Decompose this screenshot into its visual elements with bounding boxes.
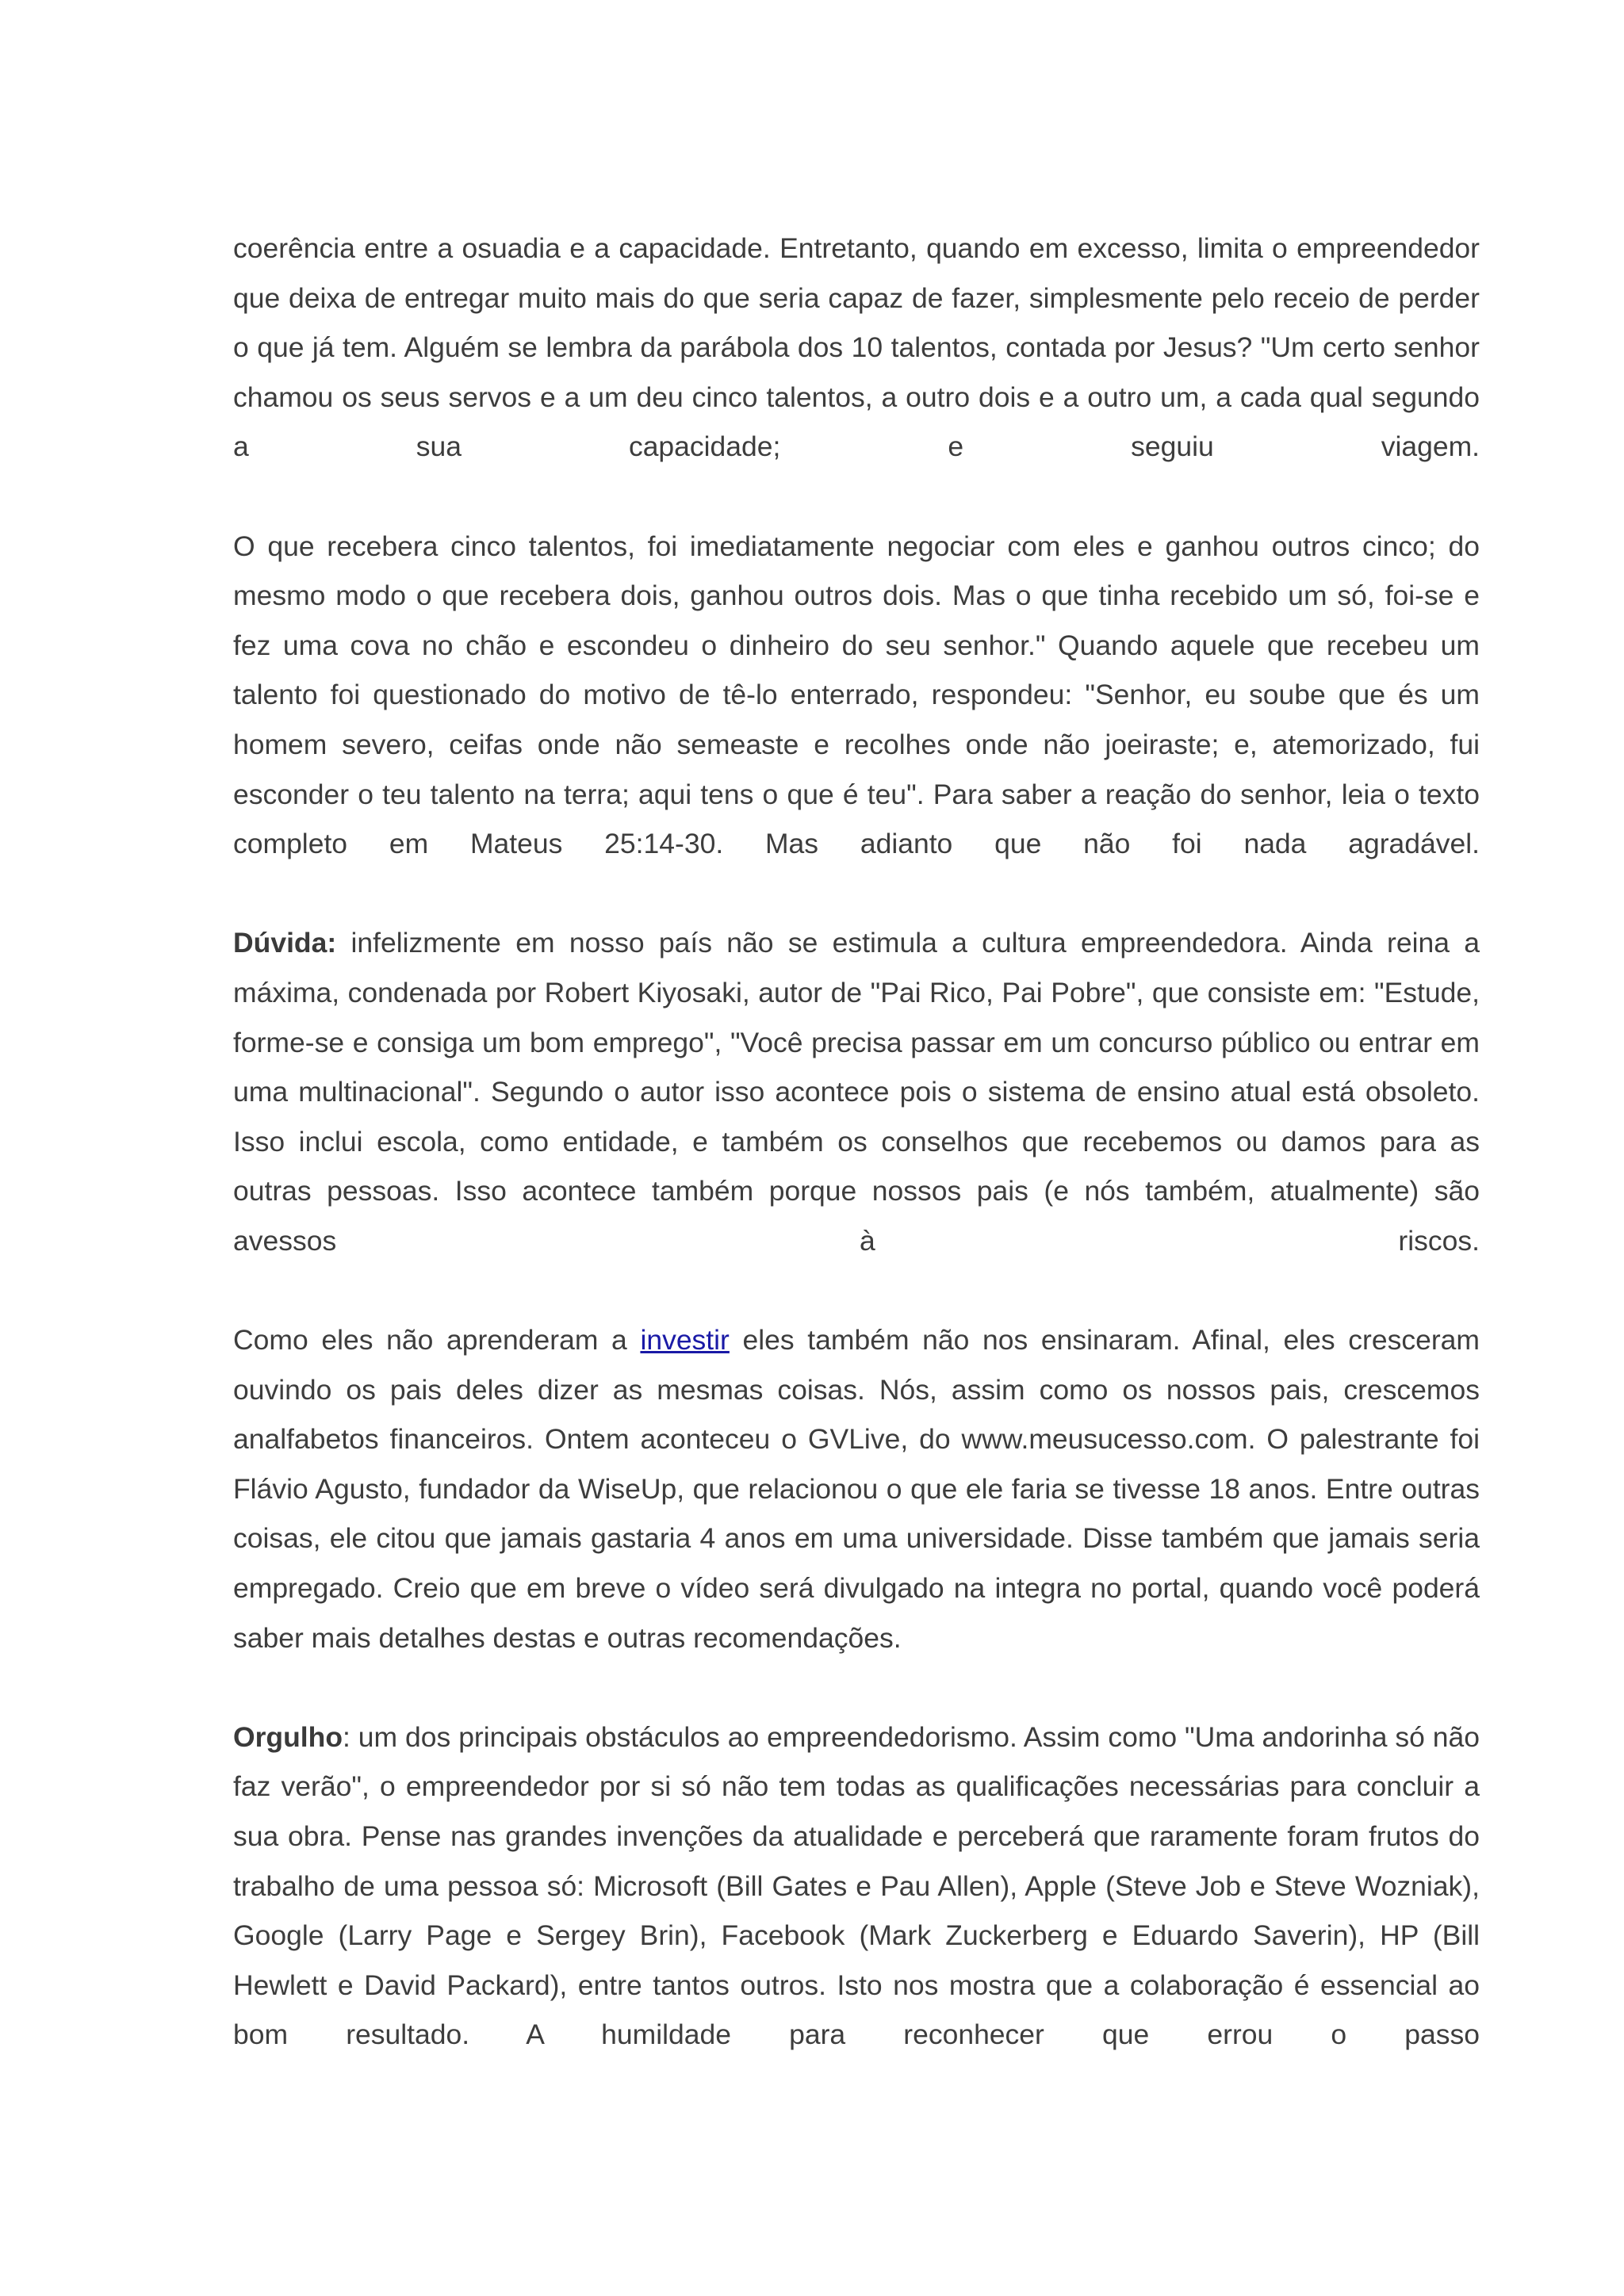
term-duvida: Dúvida: xyxy=(233,927,337,959)
paragraph-talents-story xyxy=(233,522,1480,869)
paragraph-orgulho xyxy=(233,1712,1480,2060)
term-orgulho: Orgulho xyxy=(233,1720,343,1753)
paragraph-text: : um dos principais obstáculos ao empreendedorismo. Assim como "Uma andorinha só não faz verão", o empreendedor por si só não tem todas as qualificações necessárias para concluir a sua obra. Pense nas grandes invenções da atualidade e perceberá que raramente foram frutos do trabalho de uma pessoa só: Microsoft (Bill Gates e Pau Allen), Apple (Steve Job e Steve Wozniak), Google (Larry Page e Sergey Brin), Facebook (Mark Zuckerberg e Eduardo Saverin), HP (Bill Hewlett e David Packard), entre tantos outros. Isto nos mostra que a colaboração é essencial ao bom resultado. A humildade para reconhecer que errou o passo xyxy=(233,1720,1480,2051)
document-page xyxy=(233,224,1480,2060)
paragraph-investir xyxy=(233,1315,1480,1663)
paragraph-duvida xyxy=(233,918,1480,1265)
investir-link[interactable]: investir xyxy=(640,1324,730,1357)
paragraph-text-before-link: Como eles não aprenderam a xyxy=(233,1324,641,1357)
paragraph-text: O que recebera cinco talentos, foi imediatamente negociar com eles e ganhou outros cinco; do mesmo modo o que recebera dois, ganhou outros dois. Mas o que tinha recebido um só, foi-se e fez uma cova no chão e escondeu o dinheiro do seu senhor." Quando aquele que recebeu um talento foi questionado do motivo de tê-lo enterrado, respondeu: "Senhor, eu soube que és um homem severo, ceifas onde não semeaste e recolhes onde não joeiraste; e, atemorizado, fui esconder o teu talento na terra; aqui tens o que é teu". Para saber a reação do senhor, leia o texto completo em Mateus 25:14-30. Mas adianto que não foi nada agradável. xyxy=(233,530,1480,860)
paragraph-text: infelizmente em nosso país não se estimula a cultura empreendedora. Ainda reina a máxima, condenada por Robert Kiyosaki, autor de "Pai Rico, Pai Pobre", que consiste em: "Estude, forme-se e consiga um bom emprego", "Você precisa passar em um concurso público ou entrar em uma multinacional". Segundo o autor isso acontece pois o sistema de ensino atual está obsoleto. Isso inclui escola, como entidade, e também os conselhos que recebemos ou damos para as outras pessoas. Isso acontece também porque nossos pais (e nós também, atualmente) são avessos à riscos. xyxy=(233,927,1480,1257)
paragraph-text-after-link: eles também não nos ensinaram. Afinal, eles cresceram ouvindo os pais deles dizer as mesmas coisas. Nós, assim como os nossos pais, crescemos analfabetos financeiros. Ontem aconteceu o GVLive, do www.meusucesso.com. O palestrante foi Flávio Agusto, fundador da WiseUp, que relacionou o que ele faria se tivesse 18 anos. Entre outras coisas, ele citou que jamais gastaria 4 anos em uma universidade. Disse também que jamais seria empregado. Creio que em breve o vídeo será divulgado na integra no portal, quando você poderá saber mais detalhes destas e outras recomendações. xyxy=(233,1324,1480,1654)
paragraph-text: coerência entre a osuadia e a capacidade. Entretanto, quando em excesso, limita o empreendedor que deixa de entregar muito mais do que seria capaz de fazer, simplesmente pelo receio de perder o que já tem. Alguém se lembra da parábola dos 10 talentos, contada por Jesus? "Um certo senhor chamou os seus servos e a um deu cinco talentos, a outro dois e a outro um, a cada qual segundo a sua capacidade; e seguiu viagem. xyxy=(233,232,1480,463)
paragraph-talents-intro xyxy=(233,224,1480,472)
